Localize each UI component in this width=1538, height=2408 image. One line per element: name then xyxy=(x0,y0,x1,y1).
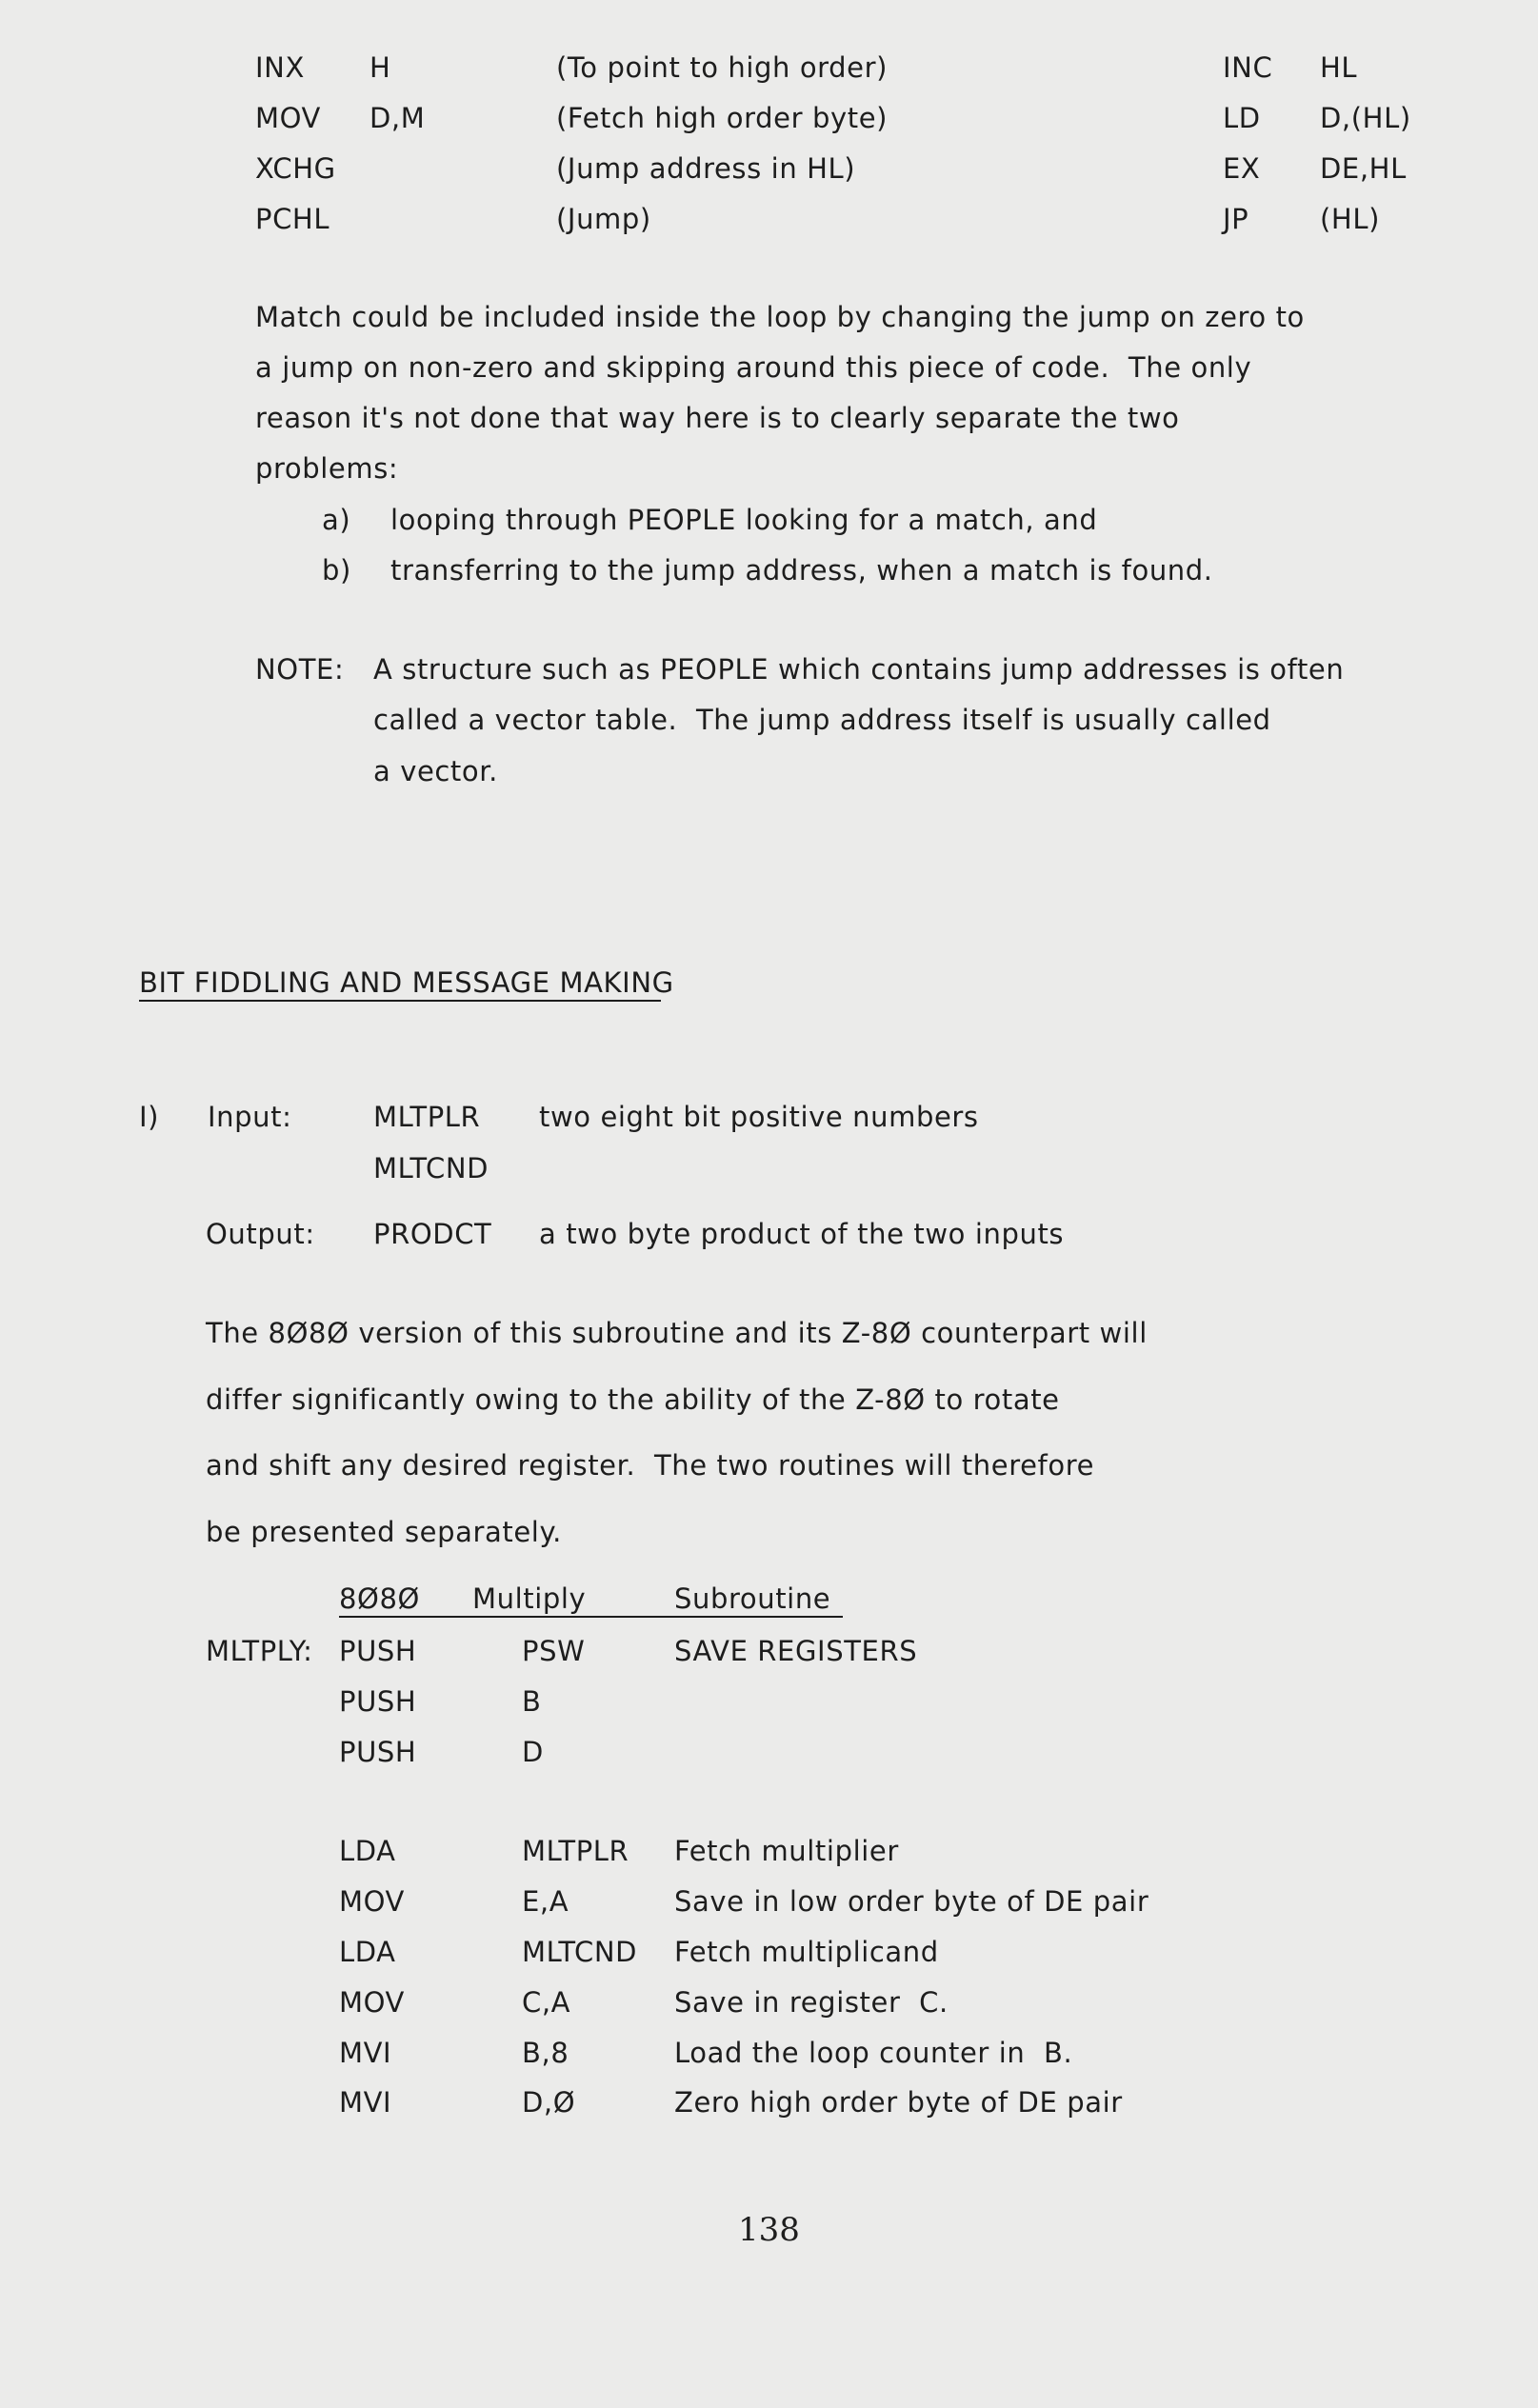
code-op: MOV xyxy=(255,102,321,134)
code-op: MVI xyxy=(339,2037,392,2069)
z80-op: JP xyxy=(1223,203,1249,235)
note-line: called a vector table. The jump address itself is usually called xyxy=(373,704,1271,736)
code-op: PUSH xyxy=(339,1635,417,1667)
note-line: A structure such as PEOPLE which contains jump addresses is often xyxy=(373,653,1345,686)
code-arg: MLTPLR xyxy=(522,1835,629,1867)
paragraph-line: and shift any desired register. The two routines will therefore xyxy=(206,1449,1095,1482)
code-comment: (To point to high order) xyxy=(556,51,889,84)
code-arg: D,Ø xyxy=(522,2086,576,2119)
code-op: MOV xyxy=(339,1885,405,1918)
code-arg: B,8 xyxy=(522,2037,569,2069)
code-comment: (Jump) xyxy=(556,203,651,235)
code-arg: B xyxy=(522,1685,542,1718)
section-heading-underline xyxy=(139,1000,661,1002)
z80-op: INC xyxy=(1223,51,1273,84)
input-label: Input: xyxy=(208,1101,292,1133)
routine-header-col3: Subroutine xyxy=(674,1582,831,1615)
list-label: b) xyxy=(322,554,351,587)
paragraph-line: The 8Ø8Ø version of this subroutine and its Z-8Ø counterpart will xyxy=(206,1317,1148,1349)
z80-arg: D,(HL) xyxy=(1320,102,1411,134)
z80-op: LD xyxy=(1223,102,1261,134)
routine-label: MLTPLY: xyxy=(206,1635,313,1667)
code-arg: E,A xyxy=(522,1885,569,1918)
code-arg: C,A xyxy=(522,1986,571,2019)
input-var: MLTCND xyxy=(373,1152,489,1184)
code-comment: (Jump address in HL) xyxy=(556,152,856,185)
code-comment: Fetch multiplier xyxy=(674,1835,899,1867)
list-item: looping through PEOPLE looking for a match, and xyxy=(390,504,1098,536)
output-label: Output: xyxy=(206,1218,315,1250)
z80-op: EX xyxy=(1223,152,1261,185)
section-heading: BIT FIDDLING AND MESSAGE MAKING xyxy=(139,966,674,999)
code-op: MVI xyxy=(339,2086,392,2119)
input-var: MLTPLR xyxy=(373,1101,481,1133)
code-comment: Zero high order byte of DE pair xyxy=(674,2086,1123,2119)
code-op: LDA xyxy=(339,1936,396,1968)
page-number: 138 xyxy=(738,2211,800,2249)
code-arg: MLTCND xyxy=(522,1936,638,1968)
paragraph-line: reason it's not done that way here is to clearly separate the two xyxy=(255,402,1180,434)
code-op: LDA xyxy=(339,1835,396,1867)
code-op: MOV xyxy=(339,1986,405,2019)
routine-header-col2: Multiply xyxy=(472,1582,587,1615)
paragraph-line: differ significantly owing to the ability of the Z-8Ø to rotate xyxy=(206,1383,1060,1416)
code-comment: Save in register C. xyxy=(674,1986,949,2019)
routine-header-underline xyxy=(339,1616,843,1618)
paragraph-line: problems: xyxy=(255,452,399,485)
output-description: a two byte product of the two inputs xyxy=(539,1218,1065,1250)
z80-arg: DE,HL xyxy=(1320,152,1407,185)
code-op: PCHL xyxy=(255,203,330,235)
paragraph-line: a jump on non-zero and skipping around this piece of code. The only xyxy=(255,351,1252,384)
code-op: PUSH xyxy=(339,1736,417,1768)
paragraph-line: Match could be included inside the loop by changing the jump on zero to xyxy=(255,301,1305,333)
note-label: NOTE: xyxy=(255,653,345,686)
code-arg: D xyxy=(522,1736,544,1768)
code-op: XCHG xyxy=(255,152,336,185)
input-description: two eight bit positive numbers xyxy=(539,1101,979,1133)
routine-header-col1: 8Ø8Ø xyxy=(339,1582,420,1615)
code-arg: PSW xyxy=(522,1635,586,1667)
note-line: a vector. xyxy=(373,755,498,787)
paragraph-line: be presented separately. xyxy=(206,1516,562,1548)
list-label: a) xyxy=(322,504,351,536)
z80-arg: HL xyxy=(1320,51,1358,84)
z80-arg: (HL) xyxy=(1320,203,1380,235)
output-var: PRODCT xyxy=(373,1218,492,1250)
code-comment: Fetch multiplicand xyxy=(674,1936,939,1968)
code-op: PUSH xyxy=(339,1685,417,1718)
code-comment: (Fetch high order byte) xyxy=(556,102,889,134)
code-comment: SAVE REGISTERS xyxy=(674,1635,918,1667)
code-op: INX xyxy=(255,51,305,84)
item-number: I) xyxy=(139,1101,160,1133)
code-arg: H xyxy=(370,51,391,84)
code-arg: D,M xyxy=(370,102,426,134)
code-comment: Load the loop counter in B. xyxy=(674,2037,1073,2069)
code-comment: Save in low order byte of DE pair xyxy=(674,1885,1149,1918)
list-item: transferring to the jump address, when a match is found. xyxy=(390,554,1213,587)
